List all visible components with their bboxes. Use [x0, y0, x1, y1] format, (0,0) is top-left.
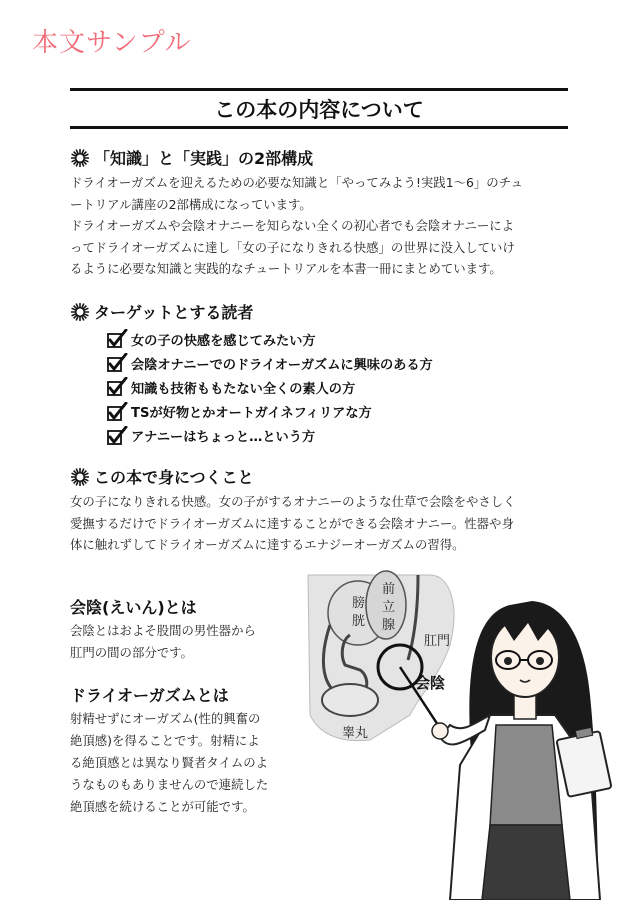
list-item-label: 知識も技術ももたない全くの素人の方: [131, 381, 356, 397]
list-item-label: アナニーはちょっと…という方: [131, 430, 316, 446]
checkbox-checked-icon: [106, 353, 128, 373]
testis-shape: [322, 684, 378, 716]
text-line: 女の子になりきれる快感。女の子がするオナニーのような仕草で会陰をやさしく: [70, 494, 516, 509]
text-line: 愛撫するだけでドライオーガズムに達することができる会陰オナニー。性器や身: [70, 515, 514, 531]
section-heading-text: 「知識」と「実践」の2部構成: [94, 149, 314, 168]
text-line: 射精せずにオーガズム(性的興奮の: [70, 711, 261, 726]
text-line: ドライオーガズムや会陰オナニーを知らない全くの初心者でも会陰オナニーによ: [70, 218, 515, 233]
list-item-label: 会陰オナニーでのドライオーガズムに興味のある方: [131, 357, 433, 373]
target-reader-list: [106, 327, 433, 448]
section-heading-perineum: 会陰(えいん)とは: [70, 598, 197, 617]
list-item: [106, 375, 433, 399]
section-heading-structure: [70, 146, 313, 169]
checkbox-checked-icon: [106, 329, 128, 349]
prostate-label: 腺: [382, 618, 396, 633]
sun-icon: [70, 302, 90, 322]
bladder-label: 膀: [352, 596, 366, 611]
sun-icon: [70, 148, 90, 168]
text-line: 体に触れずしてドライオーガズムに達するエナジーオーガズムの習得。: [70, 537, 465, 552]
text-line: うなものもありませんので連続した: [70, 777, 269, 792]
text-line: ドライオーガズムを迎えるための必要な知識と「やってみよう!実践1〜6」のチュ: [70, 175, 524, 190]
checkbox-checked-icon: [106, 377, 128, 397]
section-learn-text: [70, 491, 570, 556]
list-item: [106, 327, 433, 351]
bladder-label: 胱: [352, 614, 366, 629]
list-item: [106, 400, 433, 424]
section-heading-text: ターゲットとする読者: [94, 303, 254, 322]
testis-label: 睾丸: [342, 726, 369, 741]
prostate-label: 前: [382, 582, 396, 597]
section-structure-text: [70, 172, 570, 280]
section-heading-learn: [70, 465, 254, 488]
anatomy-diagram: [300, 565, 640, 900]
section-dry-orgasm-text: [70, 708, 285, 818]
text-line: ってドライオーガズムに達し「女の子になりきれる快感」の世界に没入していけ: [70, 239, 515, 255]
text-line: 絶頂感を続けることが可能です。: [70, 799, 255, 814]
list-item-label: TSが好物とかオートガイネフィリアな方: [131, 406, 372, 422]
checkbox-checked-icon: [106, 426, 128, 446]
sample-watermark: 本文サンプル: [32, 28, 192, 58]
sun-icon: [70, 467, 90, 487]
page-title: この本の内容について: [214, 98, 424, 122]
checkbox-checked-icon: [106, 402, 128, 422]
section-heading-text: この本で身につくこと: [94, 468, 254, 487]
list-item-label: 女の子の快感を感じてみたい方: [131, 333, 316, 349]
title-rule-bottom: [70, 126, 568, 129]
text-line: 会陰とはおよそ股間の男性器から: [70, 623, 256, 638]
text-line: る絶頂感とは異なり賢者タイムのよ: [70, 755, 269, 770]
list-item: [106, 351, 433, 375]
text-line: るように必要な知識と実践的なチュートリアルを本書一冊にまとめています。: [70, 261, 502, 276]
anus-label: 肛門: [424, 634, 451, 649]
section-heading-target: [70, 300, 253, 323]
perineum-label: 会陰: [415, 674, 446, 692]
list-item: [106, 424, 433, 448]
teacher-character: [432, 601, 612, 900]
title-rule-top: [70, 88, 568, 91]
section-heading-dry-orgasm: ドライオーガズムとは: [70, 686, 229, 705]
anatomy-illustration: [300, 565, 640, 900]
section-perineum-text: [70, 620, 285, 664]
text-line: 肛門の間の部分です。: [70, 645, 193, 660]
text-line: ートリアル講座の2部構成になっています。: [70, 196, 312, 212]
prostate-label: 立: [382, 600, 396, 615]
text-line: 絶頂感)を得ることです。射精によ: [70, 733, 260, 748]
